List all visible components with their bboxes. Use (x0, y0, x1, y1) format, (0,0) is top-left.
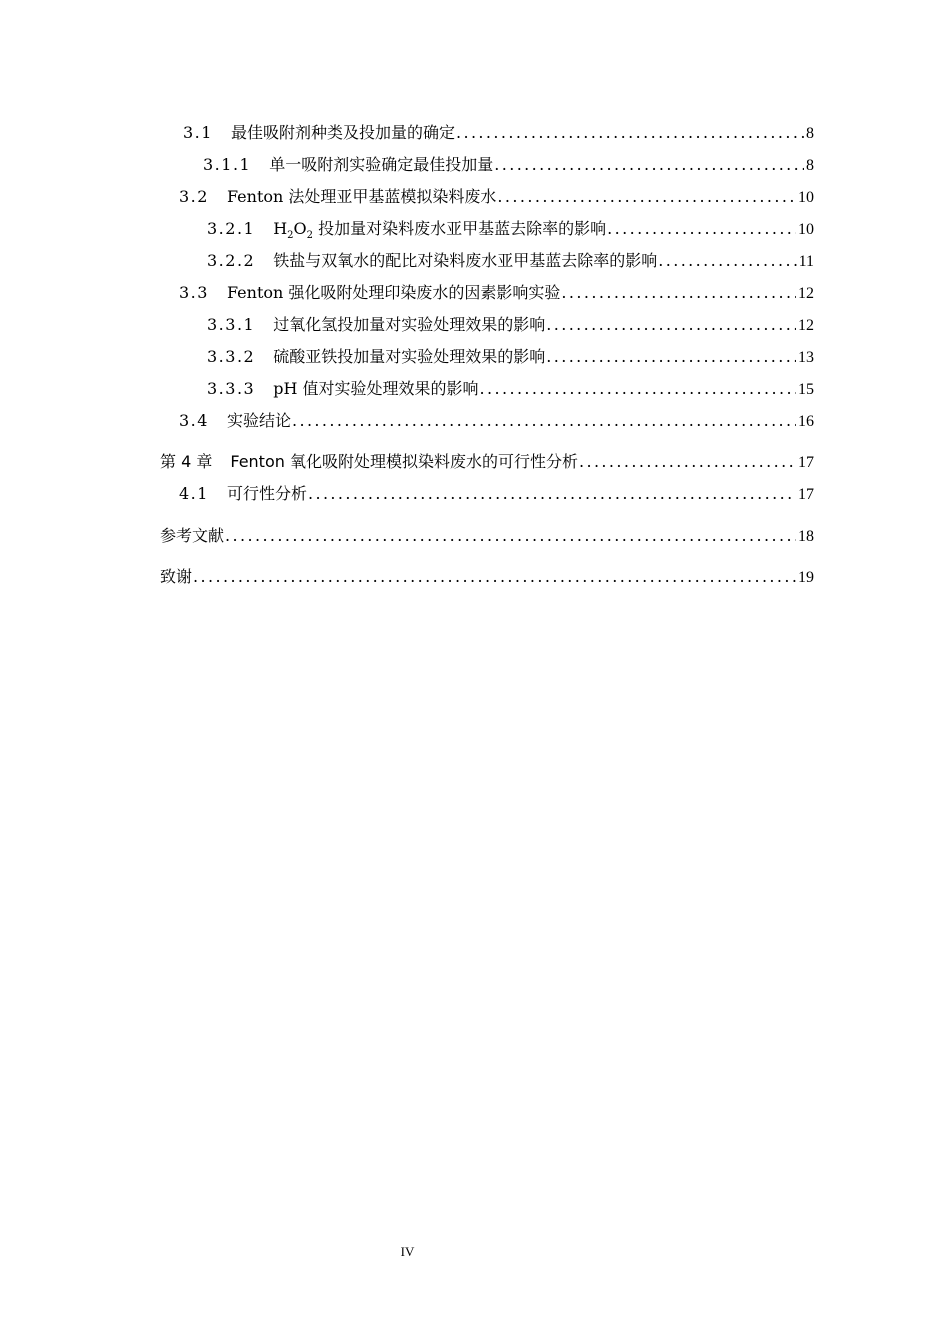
toc-entry-number: 3.1.1 (203, 155, 252, 174)
toc-entry-title: 最佳吸附剂种类及投加量的确定 (230, 123, 455, 142)
toc-entry-acknowledgements[interactable] (160, 566, 814, 588)
formula-h: H (273, 219, 288, 238)
toc-entry-3-2-1[interactable] (207, 218, 814, 240)
toc-entry-page: 8 (806, 125, 814, 142)
toc-entry-3-3-3[interactable] (207, 378, 814, 400)
toc-entry-page: 12 (798, 317, 814, 334)
toc-entry-number: 第 4 章 (160, 452, 213, 471)
toc-dot-leader (561, 282, 796, 304)
toc-entry-page: 10 (798, 221, 814, 238)
toc-entry-3-3-1[interactable] (207, 314, 814, 336)
page-number: IV (400, 1244, 415, 1259)
toc-entry-title: 可行性分析 (226, 484, 307, 503)
toc-entry-title: 铁盐与双氧水的配比对染料废水亚甲基蓝去除率的影响 (273, 251, 658, 270)
toc-entry-title: pH 值对实验处理效果的影响 (273, 379, 479, 398)
toc-dot-leader (225, 525, 796, 547)
formula-o: O (293, 219, 307, 238)
toc-entry-title: 硫酸亚铁投加量对实验处理效果的影响 (273, 347, 546, 366)
toc-entry-page: 18 (798, 528, 814, 545)
toc-dot-leader (193, 566, 796, 588)
toc-entry-title (273, 218, 606, 240)
toc-entry-chapter-4[interactable] (160, 451, 814, 473)
toc-dot-leader (494, 154, 804, 176)
toc-entry-title: 单一吸附剂实验确定最佳投加量 (269, 155, 494, 174)
toc-entry-page: 16 (798, 413, 814, 430)
toc-entry-number: 3.2.2 (207, 251, 256, 270)
toc-entry-title: 过氧化氢投加量对实验处理效果的影响 (273, 315, 546, 334)
toc-dot-leader (579, 451, 796, 473)
toc-entry-number: 3.3.2 (207, 347, 256, 366)
toc-entry-3-2-2[interactable] (207, 250, 814, 272)
toc-entry-title: 实验结论 (226, 411, 291, 430)
toc-entry-page: 10 (798, 189, 814, 206)
toc-entry-number: 3.4 (179, 411, 209, 430)
toc-entry-title: Fenton 强化吸附处理印染废水的因素影响实验 (226, 283, 561, 302)
toc-entry-title: Fenton 氧化吸附处理模拟染料废水的可行性分析 (230, 452, 578, 471)
toc-entry-page: 8 (806, 157, 814, 174)
toc-entry-4-1[interactable] (179, 483, 814, 505)
toc-entry-page: 15 (798, 381, 814, 398)
toc-dot-leader (497, 186, 796, 208)
toc-entry-references[interactable] (160, 525, 814, 547)
toc-entry-3-2[interactable] (179, 186, 814, 208)
toc-entry-title: Fenton 法处理亚甲基蓝模拟染料废水 (226, 187, 497, 206)
toc-entry-number: 3.2 (179, 187, 209, 206)
toc-entry-3-3[interactable] (179, 282, 814, 304)
toc-entry-number: 3.1 (183, 123, 213, 142)
toc-dot-leader (607, 218, 796, 240)
toc-entry-number: 3.3 (179, 283, 209, 302)
toc-entry-title: 致谢 (160, 567, 193, 586)
toc-entry-3-4[interactable] (179, 410, 814, 432)
toc-dot-leader (308, 483, 796, 505)
toc-entry-page: 19 (798, 569, 814, 586)
toc-entry-number: 3.2.1 (207, 219, 256, 238)
toc-entry-number: 3.3.1 (207, 315, 256, 334)
toc-entry-title: 参考文献 (160, 526, 225, 545)
toc-entry-page: 17 (798, 486, 814, 503)
toc-entry-page: 17 (798, 454, 814, 471)
toc-entry-number: 4.1 (179, 484, 209, 503)
toc-entry-page: 12 (798, 285, 814, 302)
toc-dot-leader (546, 346, 796, 368)
toc-dot-leader (456, 122, 804, 144)
toc-entry-page: 13 (798, 349, 814, 366)
toc-entry-page: 11 (798, 253, 814, 270)
toc-entry-3-3-2[interactable] (207, 346, 814, 368)
formula-subscript: 2 (306, 230, 314, 242)
toc-dot-leader (292, 410, 796, 432)
toc-entry-number: 3.3.3 (207, 379, 256, 398)
toc-entry-3-1-1[interactable] (203, 154, 814, 176)
toc-dot-leader (546, 314, 796, 336)
toc-entry-3-1[interactable] (183, 122, 814, 144)
title-rest: 投加量对染料废水亚甲基蓝去除率的影响 (313, 219, 607, 238)
formula-subscript: 2 (287, 230, 294, 242)
toc-dot-leader (480, 378, 796, 400)
toc-dot-leader (658, 250, 796, 272)
